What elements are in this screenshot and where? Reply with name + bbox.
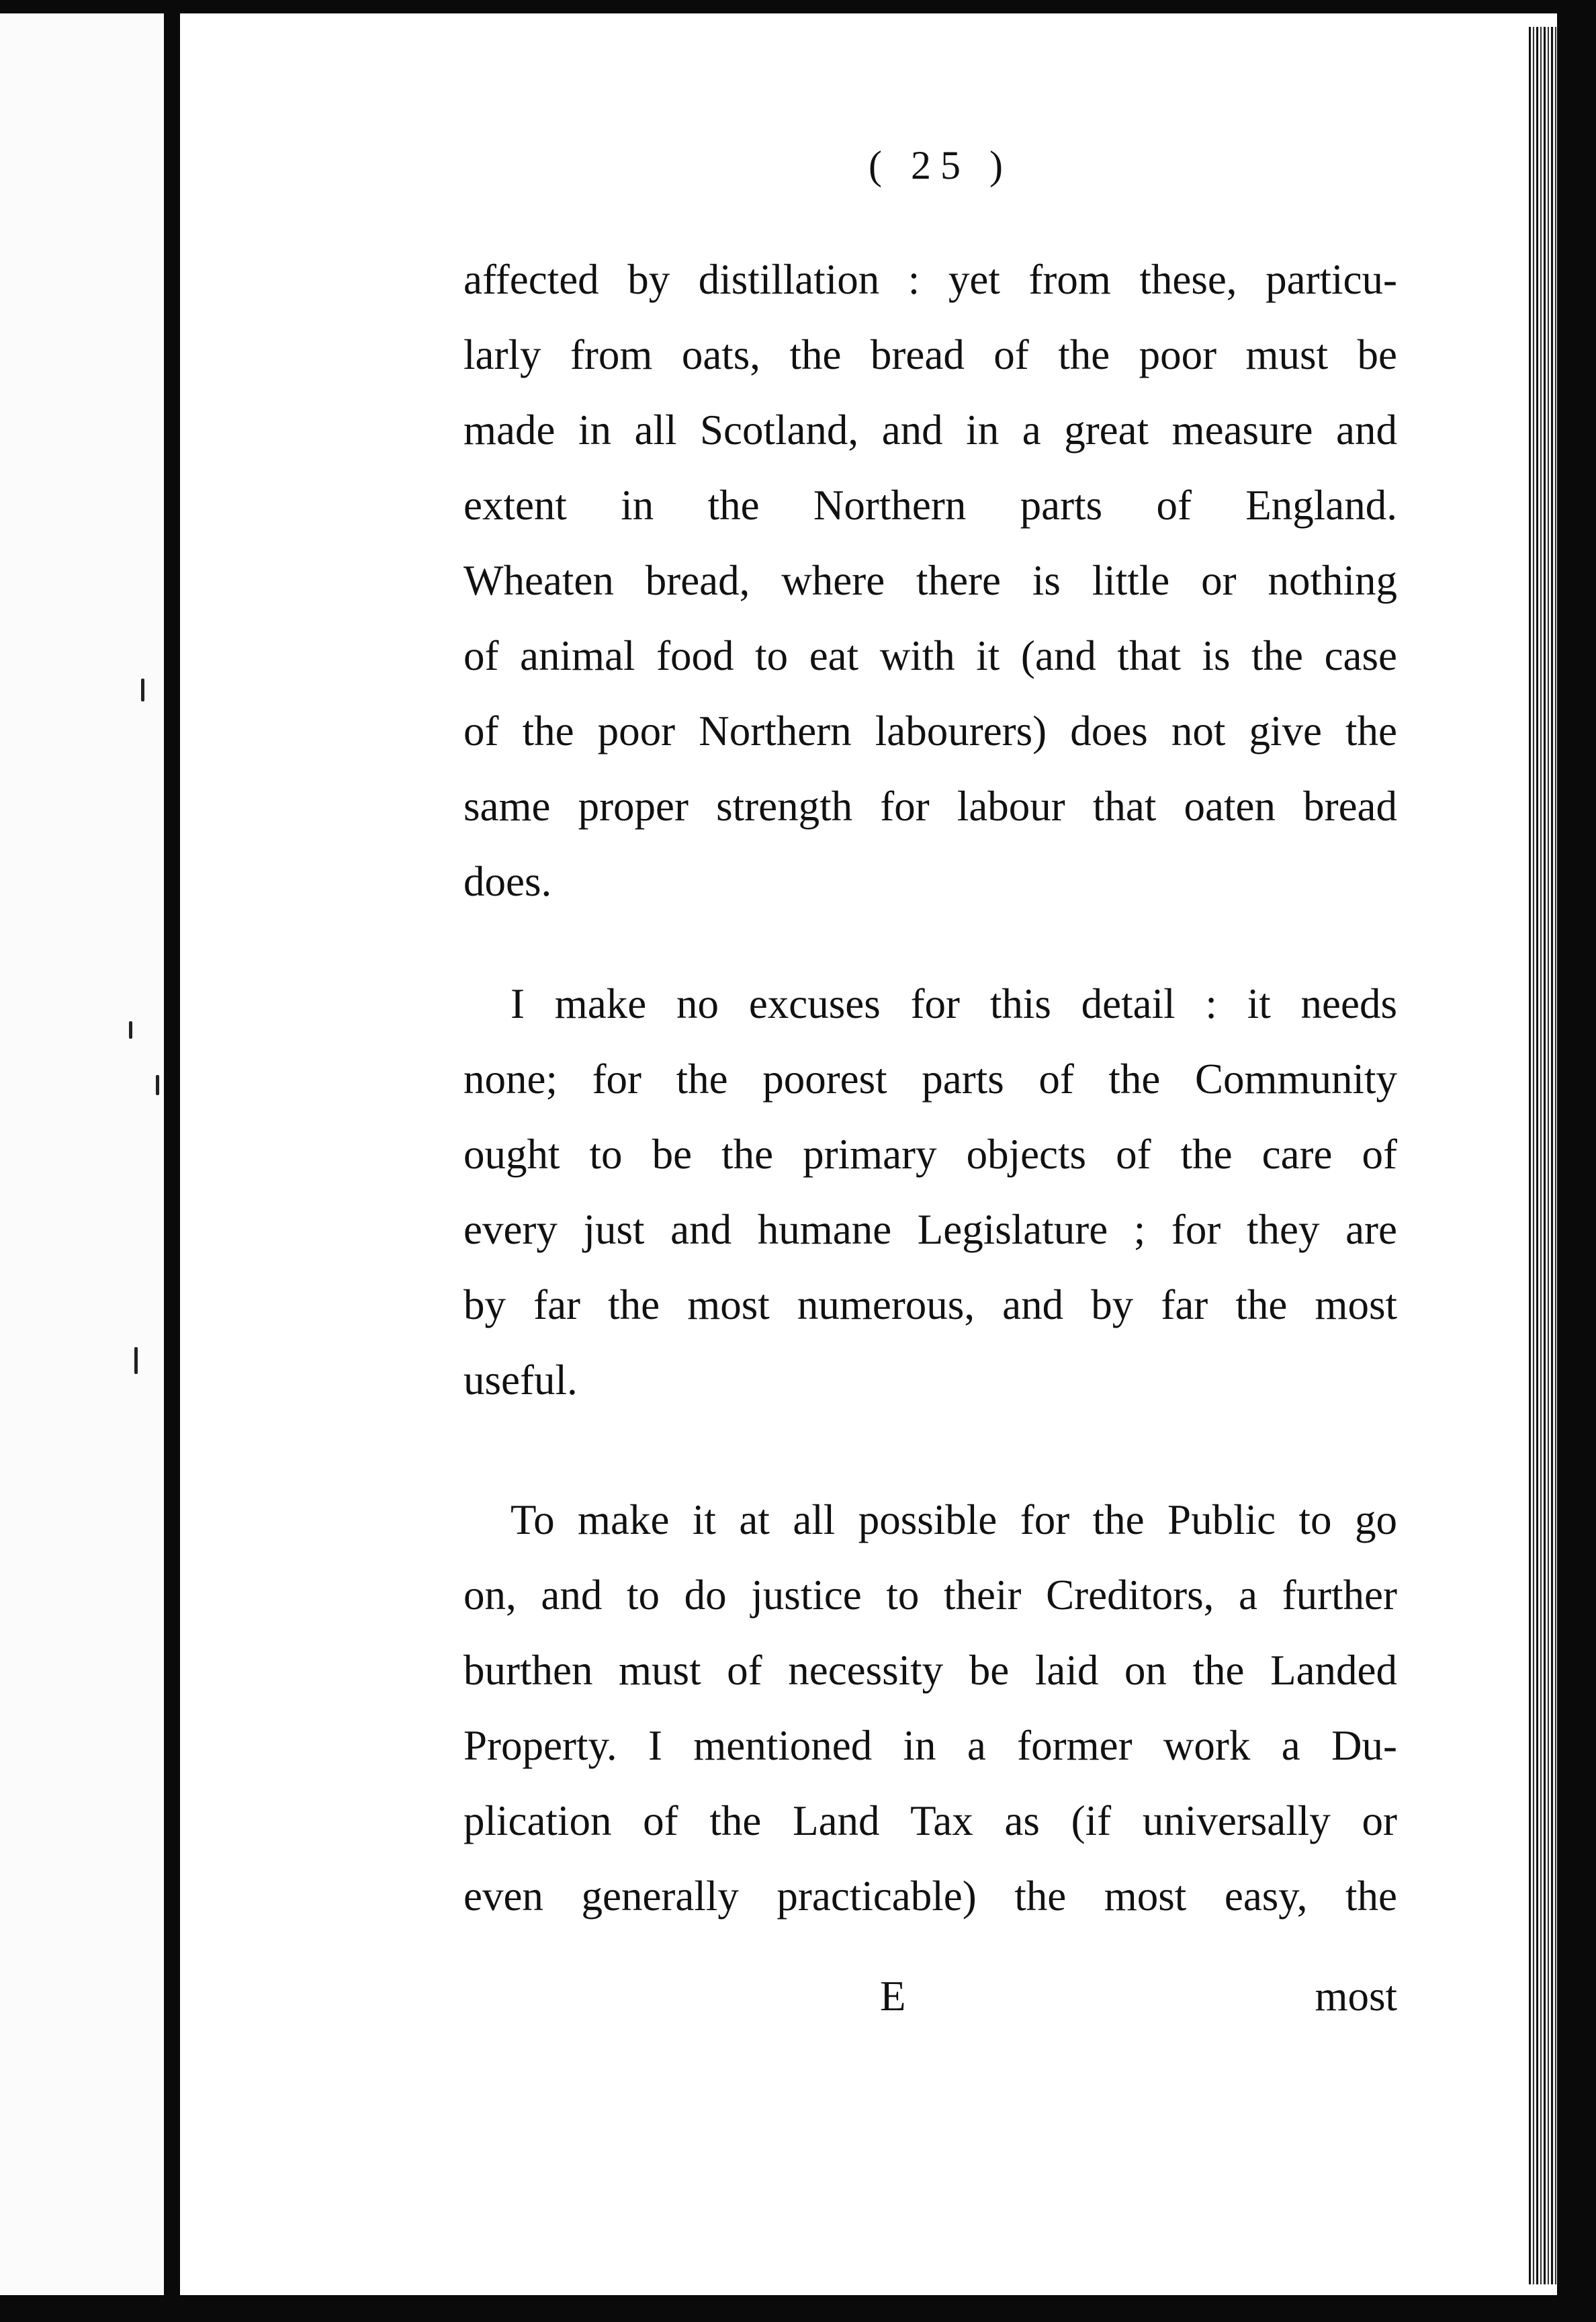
- paragraph-gap: [463, 919, 1397, 966]
- text-line: even generally practicable) the most easy, the: [463, 1873, 1397, 1920]
- page-number-header: ( 25 ): [869, 143, 1012, 187]
- body-text: [463, 242, 1397, 1934]
- text-line: To make it at all possible for the Public to go: [511, 1496, 1397, 1543]
- ink-mark: [129, 1021, 132, 1039]
- text-line: on, and to do justice to their Creditors, a further: [463, 1572, 1397, 1619]
- scan-border-right: [1557, 0, 1596, 2322]
- ink-mark: [134, 1347, 138, 1374]
- text-line: of the poor Northern labourers) does not give the: [463, 707, 1397, 755]
- ink-mark: [141, 679, 144, 701]
- stacked-page-edges: [1529, 27, 1557, 2284]
- paragraph-3: [463, 1482, 1397, 1934]
- text-line: burthen must of necessity be laid on the Landed: [463, 1647, 1397, 1694]
- page-footer: [463, 1959, 1397, 2034]
- text-line: none; for the poorest parts of the Community: [463, 1056, 1397, 1103]
- text-line: of animal food to eat with it (and that is the case: [463, 632, 1397, 679]
- text-line: affected by distillation : yet from these, particu-: [463, 256, 1397, 303]
- text-line: ought to be the primary objects of the care of: [463, 1131, 1397, 1178]
- text-line: useful.: [463, 1357, 578, 1404]
- text-line: same proper strength for labour that oaten bread: [463, 783, 1397, 830]
- ink-mark: [156, 1075, 159, 1095]
- text-line: Wheaten bread, where there is little or nothing: [463, 557, 1397, 604]
- left-page-margin: [0, 13, 164, 2295]
- text-line: I make no excuses for this detail : it needs: [511, 980, 1397, 1027]
- paragraph-1: [463, 242, 1397, 919]
- scan-border-top: [0, 0, 1596, 13]
- text-line: made in all Scotland, and in a great measure and: [463, 406, 1397, 454]
- text-line: Property. I mentioned in a former work a Du-: [463, 1722, 1397, 1769]
- catchword: most: [1315, 1973, 1397, 2020]
- text-line: every just and humane Legislature ; for they are: [463, 1206, 1397, 1253]
- text-line: does.: [463, 858, 552, 905]
- text-line: larly from oats, the bread of the poor must be: [463, 331, 1397, 378]
- text-line: by far the most numerous, and by far the most: [463, 1281, 1397, 1328]
- signature-mark: E: [880, 1973, 906, 2020]
- paragraph-2: [463, 966, 1397, 1418]
- paragraph-gap: [463, 1418, 1397, 1482]
- book-gutter: [164, 0, 180, 2322]
- text-line: plication of the Land Tax as (if universally or: [463, 1797, 1397, 1844]
- text-line: extent in the Northern parts of England.: [463, 482, 1397, 529]
- scan-border-bottom: [0, 2295, 1596, 2322]
